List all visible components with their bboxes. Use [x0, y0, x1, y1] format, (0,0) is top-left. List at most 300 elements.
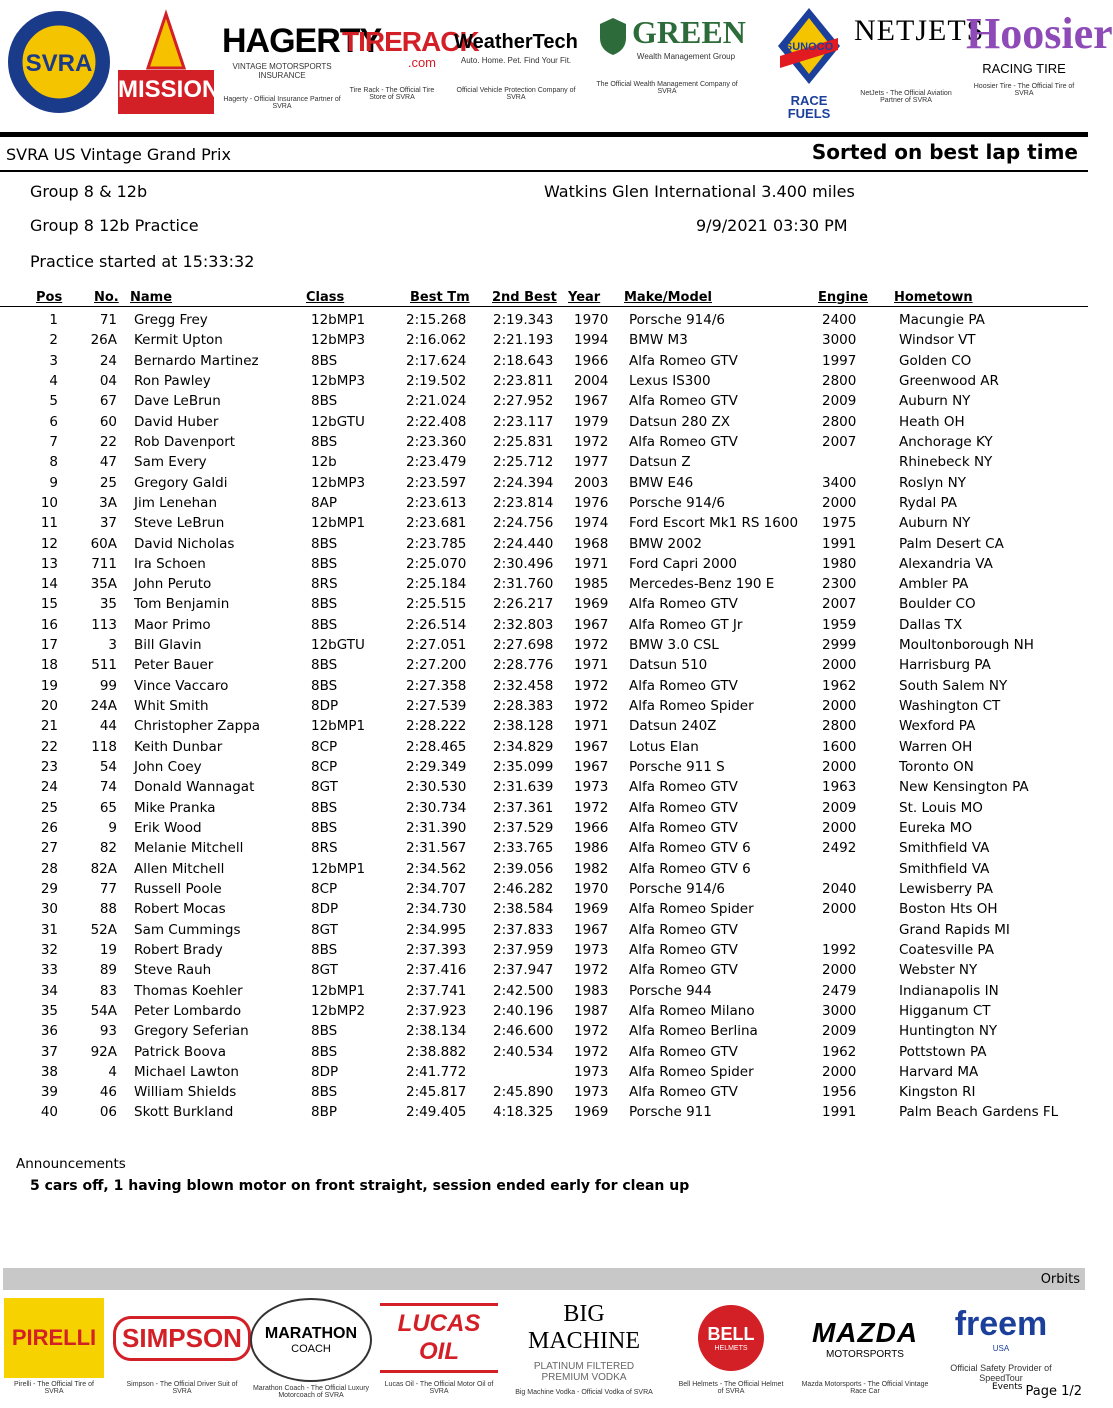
practice-start: Practice started at 15:33:32: [30, 252, 255, 271]
table-row: [0, 800, 1088, 820]
row-engine: 2009: [822, 393, 857, 410]
row-hometown: Eureka MO: [899, 820, 973, 836]
row-make-model: Lotus Elan: [629, 738, 699, 755]
row-year: 1979: [574, 413, 609, 430]
netjets-logo: NETJETS NetJets - The Official Aviation Partner of SVRA: [854, 14, 985, 104]
row-year: 1969: [574, 1104, 609, 1121]
table-row: [0, 332, 1088, 352]
row-make-model: Alfa Romeo GTV: [629, 820, 738, 836]
row-best-time: 2:23.360: [406, 433, 467, 450]
row-car-number: 19: [99, 941, 117, 958]
row-hometown: Grand Rapids MI: [899, 921, 1010, 938]
session-datetime: 9/9/2021 03:30 PM: [696, 216, 848, 235]
row-year: 1994: [574, 332, 609, 349]
row-car-number: 65: [99, 799, 117, 816]
table-row: [0, 983, 1088, 1003]
row-second-best: 2:28.776: [493, 657, 554, 674]
table-row: [0, 942, 1088, 962]
table-row: [0, 1104, 1088, 1124]
row-hometown: Kingston RI: [899, 1084, 976, 1101]
row-make-model: Alfa Romeo GTV: [629, 596, 738, 613]
svra-badge-icon: [6, 6, 112, 118]
row-class: 8BS: [311, 433, 338, 450]
row-car-number: 4: [108, 1063, 117, 1080]
announcements-text: 5 cars off, 1 having blown motor on front straight, session ended early for clean up: [30, 1178, 690, 1194]
row-engine: 2000: [822, 1063, 857, 1080]
row-best-time: 2:30.734: [406, 799, 467, 816]
row-car-number: 54A: [90, 1002, 117, 1019]
row-make-model: Alfa Romeo Spider: [629, 698, 754, 715]
row-pos: 31: [40, 921, 58, 938]
hagerty-logo: HAGERTY VINTAGE MOTORSPORTS INSURANCE Hagerty - Official Insurance Partner of SVRA: [222, 22, 382, 110]
row-pos: 23: [40, 759, 58, 776]
weathertech-logo: WeatherTech Auto. Home. Pet. Find Your Fit. Official Vehicle Protection Company of SVRA: [454, 31, 578, 101]
row-best-time: 2:30.530: [406, 779, 467, 796]
row-class: 12bMP3: [311, 332, 366, 349]
row-make-model: Lexus IS300: [629, 372, 711, 389]
row-make-model: Ford Escort Mk1 RS 1600: [629, 515, 799, 532]
sort-label: Sorted on best lap time: [811, 140, 1078, 164]
row-engine: 2000: [822, 698, 857, 715]
pirelli-logo: PIRELLI Pirelli - The Official Tire of SVRA: [4, 1298, 104, 1402]
row-car-number: 113: [91, 616, 117, 633]
row-make-model: BMW 3.0 CSL: [629, 637, 719, 654]
row-car-number: 89: [99, 962, 117, 979]
green-wealth-logo: GREEN Wealth Management Group The Official Wealth Management Company of SVRA: [596, 14, 746, 95]
row-second-best: 2:32.458: [493, 677, 554, 694]
row-pos: 15: [40, 596, 58, 613]
row-make-model: Porsche 944: [629, 982, 712, 999]
row-hometown: Indianapolis IN: [899, 982, 999, 999]
row-pos: 10: [40, 494, 58, 511]
row-year: 1967: [574, 759, 609, 776]
row-year: 1967: [574, 738, 609, 755]
row-make-model: Datsun Z: [629, 454, 691, 471]
row-best-time: 2:22.408: [406, 413, 467, 430]
row-engine: 2000: [822, 820, 857, 836]
row-class: 8GT: [311, 921, 338, 938]
row-pos: 22: [40, 738, 58, 755]
row-driver-name: David Nicholas: [134, 535, 235, 552]
row-hometown: Harrisburg PA: [899, 657, 991, 674]
row-best-time: 2:23.785: [406, 535, 467, 552]
row-driver-name: David Huber: [134, 413, 219, 430]
row-class: 8BS: [311, 820, 338, 836]
row-make-model: Alfa Romeo Spider: [629, 901, 754, 918]
row-driver-name: William Shields: [134, 1084, 237, 1101]
row-year: 1973: [574, 1084, 609, 1101]
row-make-model: Porsche 914/6: [629, 494, 725, 511]
table-row: [0, 718, 1088, 738]
row-make-model: Alfa Romeo GTV: [629, 962, 738, 979]
row-car-number: 99: [99, 677, 117, 694]
table-row: [0, 759, 1088, 779]
row-hometown: Auburn NY: [899, 393, 971, 410]
row-hometown: Dallas TX: [899, 616, 963, 633]
row-class: 8DP: [311, 698, 339, 715]
table-row: [0, 1084, 1088, 1104]
row-driver-name: Steve Rauh: [134, 962, 212, 979]
row-class: 8CP: [311, 759, 338, 776]
row-pos: 3: [49, 352, 58, 369]
col-best: Best Tm: [410, 290, 470, 305]
row-car-number: 04: [99, 372, 117, 389]
row-make-model: Porsche 914/6: [629, 880, 725, 897]
row-best-time: 2:38.882: [406, 1043, 467, 1060]
row-car-number: 46: [99, 1084, 117, 1101]
row-engine: 2800: [822, 718, 857, 735]
row-pos: 30: [40, 901, 58, 918]
row-best-time: 2:37.393: [406, 941, 467, 958]
row-class: 8RS: [311, 840, 338, 857]
col-no: No.: [94, 290, 119, 305]
row-year: 1972: [574, 698, 609, 715]
row-car-number: 26A: [90, 332, 117, 349]
row-class: 12bMP1: [311, 982, 366, 999]
row-pos: 8: [49, 454, 58, 471]
row-second-best: 2:31.639: [493, 779, 554, 796]
row-make-model: Porsche 911: [629, 1104, 712, 1121]
row-engine: 2300: [822, 576, 857, 593]
table-row: [0, 312, 1088, 332]
row-car-number: 35A: [90, 576, 117, 593]
table-row: [0, 840, 1088, 860]
row-class: 8DP: [311, 901, 339, 918]
green-shield-icon: [598, 16, 628, 56]
mazda-logo: MAZDA MOTORSPORTS Mazda Motorsports - The Official Vintage Race Car: [801, 1316, 929, 1395]
col-year: Year: [568, 290, 601, 305]
row-class: 8BS: [311, 352, 338, 369]
row-engine: 2000: [822, 962, 857, 979]
row-best-time: 2:45.817: [406, 1084, 467, 1101]
row-engine: 1963: [822, 779, 857, 796]
row-year: 1974: [574, 515, 609, 532]
row-make-model: Alfa Romeo Spider: [629, 1063, 754, 1080]
row-best-time: 2:41.772: [406, 1063, 467, 1080]
row-second-best: 2:24.440: [493, 535, 554, 552]
svra-logo: [6, 6, 112, 116]
row-pos: 12: [40, 535, 58, 552]
row-second-best: 2:31.760: [493, 576, 554, 593]
row-pos: 21: [40, 718, 58, 735]
row-best-time: 2:37.741: [406, 982, 467, 999]
row-hometown: Coatesville PA: [899, 941, 994, 958]
row-hometown: Windsor VT: [899, 332, 976, 349]
row-class: 12b: [311, 454, 337, 471]
row-driver-name: Ira Schoen: [134, 555, 206, 572]
row-class: 8BS: [311, 535, 338, 552]
row-class: 12bMP1: [311, 718, 366, 735]
row-engine: 2040: [822, 880, 857, 897]
group-label: Group 8 & 12b: [30, 182, 148, 201]
table-row: [0, 556, 1088, 576]
row-best-time: 2:49.405: [406, 1104, 467, 1121]
row-pos: 32: [40, 941, 58, 958]
row-best-time: 2:21.024: [406, 393, 467, 410]
row-engine: 2800: [822, 372, 857, 389]
row-driver-name: Ron Pawley: [134, 372, 211, 389]
row-car-number: 3A: [99, 494, 117, 511]
row-second-best: 2:35.099: [493, 759, 554, 776]
row-class: 8BS: [311, 1043, 338, 1060]
page-number: Page 1/2: [1025, 1384, 1082, 1399]
row-engine: 1980: [822, 555, 857, 572]
row-hometown: Smithfield VA: [899, 860, 990, 877]
row-driver-name: Allen Mitchell: [134, 860, 225, 877]
row-hometown: Toronto ON: [899, 759, 974, 776]
row-hometown: Webster NY: [899, 962, 978, 979]
row-car-number: 82A: [90, 860, 117, 877]
row-engine: 2000: [822, 494, 857, 511]
row-engine: 1600: [822, 738, 857, 755]
row-engine: 2000: [822, 657, 857, 674]
col-hometown: Hometown: [894, 290, 973, 305]
table-row: [0, 698, 1088, 718]
row-engine: 2999: [822, 637, 857, 654]
row-make-model: Alfa Romeo GTV 6: [629, 860, 751, 877]
row-second-best: 2:21.193: [493, 332, 554, 349]
row-pos: 7: [49, 433, 58, 450]
row-second-best: 4:18.325: [493, 1104, 554, 1121]
row-class: 12bMP3: [311, 474, 366, 491]
row-engine: 2000: [822, 901, 857, 918]
footer-bar: [3, 1268, 1085, 1290]
row-best-time: 2:37.416: [406, 962, 467, 979]
row-class: 8BS: [311, 616, 338, 633]
row-year: 2004: [574, 372, 609, 389]
row-best-time: 2:25.184: [406, 576, 467, 593]
row-car-number: 22: [99, 433, 117, 450]
row-pos: 40: [40, 1104, 58, 1121]
row-best-time: 2:23.681: [406, 515, 467, 532]
row-hometown: Smithfield VA: [899, 840, 990, 857]
row-class: 8BS: [311, 941, 338, 958]
row-pos: 37: [40, 1043, 58, 1060]
row-second-best: 2:37.959: [493, 941, 554, 958]
row-hometown: Anchorage KY: [899, 433, 993, 450]
row-hometown: Auburn NY: [899, 515, 971, 532]
column-header-rule: [0, 306, 1088, 307]
row-hometown: Harvard MA: [899, 1063, 979, 1080]
row-engine: 2007: [822, 433, 857, 450]
row-second-best: 2:26.217: [493, 596, 554, 613]
row-engine: 2000: [822, 759, 857, 776]
row-year: 1972: [574, 1043, 609, 1060]
bell-logo: BELL HELMETS Bell Helmets - The Official Helmet of SVRA: [676, 1298, 786, 1402]
row-best-time: 2:28.222: [406, 718, 467, 735]
row-class: 8BS: [311, 799, 338, 816]
row-driver-name: John Coey: [134, 759, 202, 776]
row-car-number: 93: [99, 1023, 117, 1040]
row-year: 1972: [574, 433, 609, 450]
row-engine: 3400: [822, 474, 857, 491]
row-best-time: 2:27.200: [406, 657, 467, 674]
table-row: [0, 1023, 1088, 1043]
row-driver-name: Gregory Seferian: [134, 1023, 249, 1040]
table-row: [0, 901, 1088, 921]
row-second-best: 2:42.500: [493, 982, 554, 999]
table-row: [0, 922, 1088, 942]
table-row: [0, 414, 1088, 434]
row-engine: 2007: [822, 596, 857, 613]
row-hometown: Washington CT: [899, 698, 1001, 715]
row-driver-name: Rob Davenport: [134, 433, 236, 450]
row-hometown: Higganum CT: [899, 1002, 991, 1019]
row-engine: 2800: [822, 413, 857, 430]
row-year: 1967: [574, 616, 609, 633]
row-second-best: 2:32.803: [493, 616, 554, 633]
row-second-best: 2:30.496: [493, 555, 554, 572]
row-second-best: 2:46.600: [493, 1023, 554, 1040]
row-pos: 4: [49, 372, 58, 389]
row-engine: 3000: [822, 1002, 857, 1019]
table-row: [0, 1003, 1088, 1023]
row-car-number: 35: [99, 596, 117, 613]
row-best-time: 2:15.268: [406, 312, 467, 328]
row-best-time: 2:34.730: [406, 901, 467, 918]
table-row: [0, 1044, 1088, 1064]
row-year: 1967: [574, 921, 609, 938]
row-class: 8GT: [311, 962, 338, 979]
row-pos: 13: [40, 555, 58, 572]
table-row: [0, 454, 1088, 474]
row-make-model: Alfa Romeo GTV: [629, 1043, 738, 1060]
row-make-model: Alfa Romeo GT Jr: [629, 616, 743, 633]
row-hometown: Alexandria VA: [899, 555, 993, 572]
header-rule-thin: [0, 170, 1088, 172]
row-hometown: St. Louis MO: [899, 799, 983, 816]
simpson-logo: SIMPSON Simpson - The Official Driver Suit of SVRA: [126, 1298, 238, 1402]
row-car-number: 511: [91, 657, 117, 674]
row-second-best: 2:46.282: [493, 880, 554, 897]
row-driver-name: Christopher Zappa: [134, 718, 261, 735]
row-driver-name: Donald Wannagat: [134, 779, 255, 796]
row-best-time: 2:27.051: [406, 637, 467, 654]
row-driver-name: Patrick Boova: [134, 1043, 226, 1060]
row-best-time: 2:26.514: [406, 616, 467, 633]
row-second-best: 2:34.829: [493, 738, 554, 755]
row-year: 1972: [574, 799, 609, 816]
col-make: Make/Model: [624, 290, 713, 305]
row-engine: 1992: [822, 941, 857, 958]
mission-logo: MISSION: [118, 6, 214, 116]
table-row: [0, 576, 1088, 596]
row-make-model: Alfa Romeo GTV: [629, 941, 738, 958]
row-driver-name: Mike Pranka: [134, 799, 216, 816]
row-hometown: Palm Desert CA: [899, 535, 1004, 552]
row-class: 8CP: [311, 880, 338, 897]
row-year: 2003: [574, 474, 609, 491]
row-driver-name: Kermit Upton: [134, 332, 223, 349]
row-pos: 20: [40, 698, 58, 715]
row-driver-name: Dave LeBrun: [134, 393, 221, 410]
row-second-best: 2:33.765: [493, 840, 554, 857]
row-pos: 17: [40, 637, 58, 654]
row-second-best: 2:27.952: [493, 393, 554, 410]
row-car-number: 54: [99, 759, 117, 776]
row-hometown: Roslyn NY: [899, 474, 966, 491]
row-car-number: 83: [99, 982, 117, 999]
row-second-best: 2:18.643: [493, 352, 554, 369]
row-class: 8BS: [311, 677, 338, 694]
row-pos: 2: [49, 332, 58, 349]
row-best-time: 2:27.539: [406, 698, 467, 715]
row-driver-name: Keith Dunbar: [134, 738, 223, 755]
row-car-number: 24: [99, 352, 117, 369]
row-best-time: 2:25.515: [406, 596, 467, 613]
row-best-time: 2:16.062: [406, 332, 467, 349]
row-car-number: 06: [99, 1104, 117, 1121]
row-hometown: Ambler PA: [899, 576, 969, 593]
row-make-model: Alfa Romeo GTV: [629, 393, 738, 410]
row-hometown: Greenwood AR: [899, 372, 999, 389]
row-pos: 39: [40, 1084, 58, 1101]
row-driver-name: Gregory Galdi: [134, 474, 228, 491]
row-car-number: 25: [99, 474, 117, 491]
row-second-best: 2:19.343: [493, 312, 554, 328]
row-driver-name: Erik Wood: [134, 820, 202, 836]
row-year: 1966: [574, 352, 609, 369]
row-pos: 14: [40, 576, 58, 593]
row-hometown: Rydal PA: [899, 494, 958, 511]
row-car-number: 37: [99, 515, 117, 532]
col-class: Class: [306, 290, 345, 305]
row-pos: 16: [40, 616, 58, 633]
row-driver-name: John Peruto: [134, 576, 212, 593]
row-pos: 34: [40, 982, 58, 999]
row-hometown: Boulder CO: [899, 596, 976, 613]
row-car-number: 60A: [90, 535, 117, 552]
row-class: 8BS: [311, 657, 338, 674]
row-year: 1972: [574, 677, 609, 694]
row-class: 12bMP1: [311, 312, 366, 328]
row-pos: 6: [49, 413, 58, 430]
row-second-best: 2:38.128: [493, 718, 554, 735]
table-row: [0, 678, 1088, 698]
row-second-best: 2:23.814: [493, 494, 554, 511]
events-label: Events: [992, 1382, 1023, 1392]
row-year: 1966: [574, 820, 609, 836]
row-year: 1968: [574, 535, 609, 552]
col-second: 2nd Best: [492, 290, 557, 305]
row-second-best: 2:38.584: [493, 901, 554, 918]
row-pos: 27: [40, 840, 58, 857]
table-row: [0, 495, 1088, 515]
orbits-label: Orbits: [1040, 1272, 1080, 1287]
row-make-model: Alfa Romeo Milano: [629, 1002, 755, 1019]
svg-text:SVRA: SVRA: [25, 50, 93, 77]
row-hometown: Heath OH: [899, 413, 965, 430]
row-pos: 35: [40, 1002, 58, 1019]
row-driver-name: Skott Burkland: [134, 1104, 234, 1121]
row-best-time: 2:28.465: [406, 738, 467, 755]
row-driver-name: Sam Every: [134, 454, 207, 471]
table-row: [0, 393, 1088, 413]
table-row: [0, 1064, 1088, 1084]
row-class: 8BS: [311, 555, 338, 572]
row-second-best: 2:25.712: [493, 454, 554, 471]
table-row: [0, 373, 1088, 393]
row-engine: 2009: [822, 799, 857, 816]
row-make-model: Datsun 510: [629, 657, 708, 674]
row-second-best: 2:37.529: [493, 820, 554, 836]
row-engine: 2009: [822, 1023, 857, 1040]
row-make-model: Alfa Romeo GTV: [629, 1084, 738, 1101]
row-year: 1970: [574, 312, 609, 328]
event-title: SVRA US Vintage Grand Prix: [6, 145, 231, 164]
row-class: 8BS: [311, 393, 338, 410]
table-row: [0, 881, 1088, 901]
